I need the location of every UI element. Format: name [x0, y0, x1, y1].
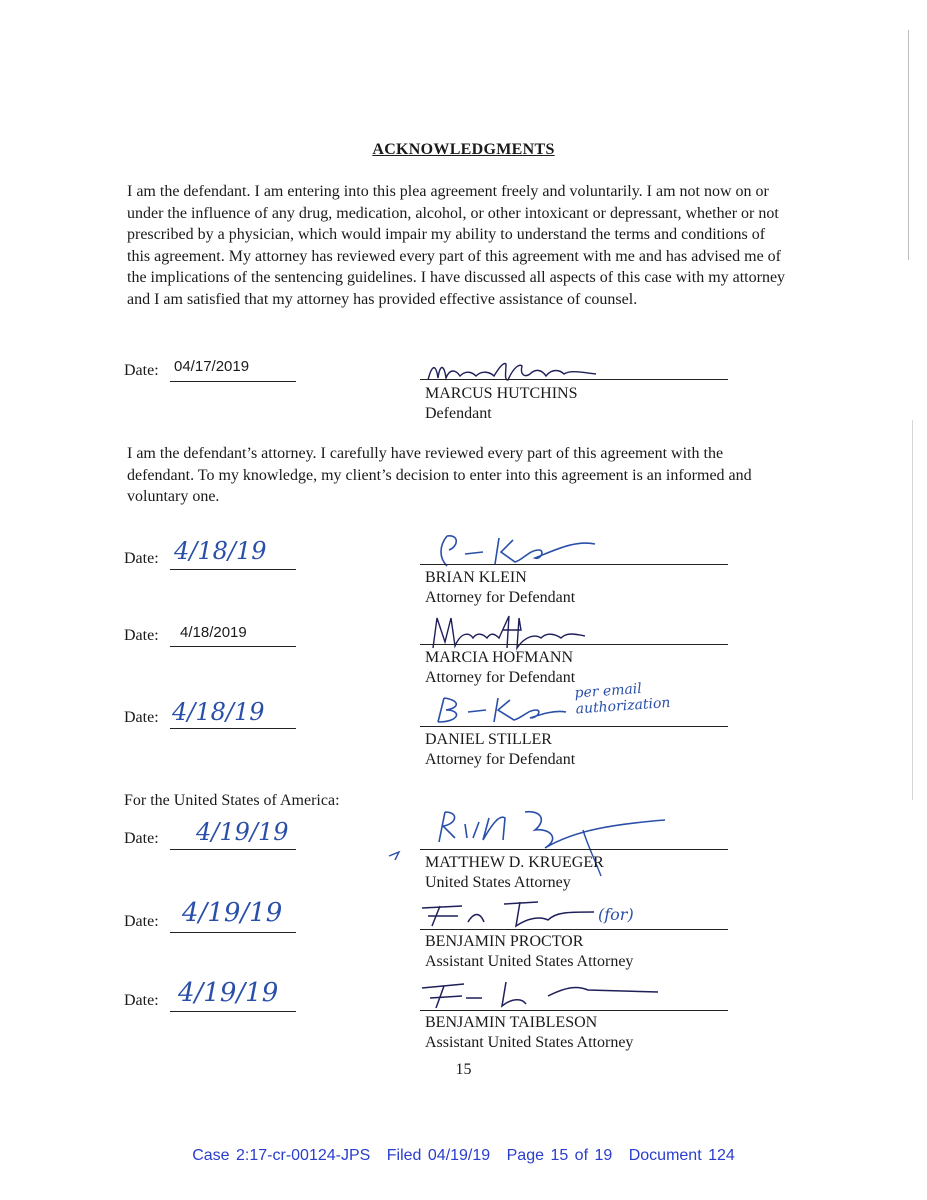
date-underline — [170, 645, 296, 647]
signature-marcus-hutchins — [420, 358, 620, 386]
date-underline — [170, 380, 296, 382]
proctor-for-note: (for) — [598, 905, 634, 924]
date-field-defendant — [124, 362, 159, 380]
stiller-authorization-note: per email authorization — [574, 680, 671, 718]
date-label: Date: — [124, 362, 159, 379]
signature-benjamin-taibleson — [418, 976, 668, 1012]
date-field-krueger — [124, 830, 159, 848]
date-value-taibleson: 4/19/19 — [178, 978, 279, 1008]
attorney-acknowledgment-paragraph: I am the defendant’s attorney. I carefully have reviewed every part of this agreement with the defendant. To my knowledge, my client’s decision to enter into this agreement is an informed and voluntary one. — [127, 445, 752, 505]
signatory-name: DANIEL STILLER — [425, 731, 552, 748]
date-label: Date: — [124, 913, 159, 930]
date-value-klein: 4/18/19 — [174, 537, 267, 565]
date-value-krueger: 4/19/19 — [196, 818, 289, 846]
date-underline — [170, 727, 296, 729]
date-label: Date: — [124, 992, 159, 1009]
footer-filed-date: Filed 04/19/19 — [386, 1147, 491, 1164]
date-label: Date: — [124, 627, 159, 644]
date-underline — [170, 568, 296, 570]
signatory-name: MARCUS HUTCHINS — [425, 385, 578, 402]
signature-line — [420, 563, 728, 565]
signature-line — [420, 643, 728, 645]
date-field-proctor — [124, 913, 159, 931]
signature-daniel-stiller — [430, 694, 570, 728]
signature-benjamin-proctor — [418, 896, 598, 932]
date-value-stiller: 4/18/19 — [172, 698, 265, 726]
date-field-stiller — [124, 709, 159, 727]
signature-marcia-hofmann — [425, 612, 605, 652]
page-number: 15 — [455, 1061, 472, 1078]
signatory-role: Attorney for Defendant — [425, 589, 576, 606]
date-value-hofmann: 4/18/2019 — [180, 624, 247, 641]
scan-edge-line — [912, 420, 913, 800]
signature-line — [420, 928, 728, 930]
case-footer — [0, 1147, 927, 1165]
signature-line — [420, 848, 728, 850]
date-label: Date: — [124, 709, 159, 726]
date-underline — [170, 931, 296, 933]
footer-document-number: Document 124 — [628, 1147, 735, 1164]
defendant-acknowledgment-paragraph: I am the defendant. I am entering into this plea agreement freely and voluntarily. I am not now on or under the influence of any drug, medication, alcohol, or other intoxicant or depressant, whether or not prescribed by a physician, which would impair my ability to understand the terms and conditions of this agreement. My attorney has reviewed every part of this agreement with me and has advised me of the implications of the sentencing guidelines. I have discussed all aspects of this case with my attorney and I am satisfied that my attorney has provided effective assistance of counsel. — [127, 183, 786, 308]
date-value-proctor: 4/19/19 — [182, 898, 283, 928]
signature-line — [420, 378, 728, 380]
signatory-role: United States Attorney — [425, 874, 571, 891]
date-field-hofmann — [124, 627, 159, 645]
signatory-name: BENJAMIN TAIBLESON — [425, 1014, 598, 1031]
signatory-name: BRIAN KLEIN — [425, 569, 527, 586]
signatory-role: Attorney for Defendant — [425, 751, 576, 768]
signatory-name: MARCIA HOFMANN — [425, 649, 574, 666]
page-heading: ACKNOWLEDGMENTS — [372, 141, 555, 158]
date-field-taibleson — [124, 992, 159, 1010]
signatory-name: MATTHEW D. KRUEGER — [425, 854, 604, 871]
usa-label: For the United States of America: — [124, 792, 340, 809]
date-label: Date: — [124, 550, 159, 567]
date-value-defendant: 04/17/2019 — [174, 358, 250, 375]
date-label: Date: — [124, 830, 159, 847]
date-field-klein — [124, 550, 159, 568]
signatory-role: Attorney for Defendant — [425, 669, 576, 686]
footer-case-number: Case 2:17-cr-00124-JPS — [192, 1147, 371, 1164]
signature-line — [420, 725, 728, 727]
signatory-role: Assistant United States Attorney — [425, 1034, 634, 1051]
date-underline — [170, 848, 296, 850]
signature-line — [420, 1009, 728, 1011]
footer-page-count: Page 15 of 19 — [506, 1147, 613, 1164]
signatory-role: Assistant United States Attorney — [425, 953, 634, 970]
signatory-name: BENJAMIN PROCTOR — [425, 933, 584, 950]
signatory-role: Defendant — [425, 405, 492, 422]
date-underline — [170, 1010, 296, 1012]
